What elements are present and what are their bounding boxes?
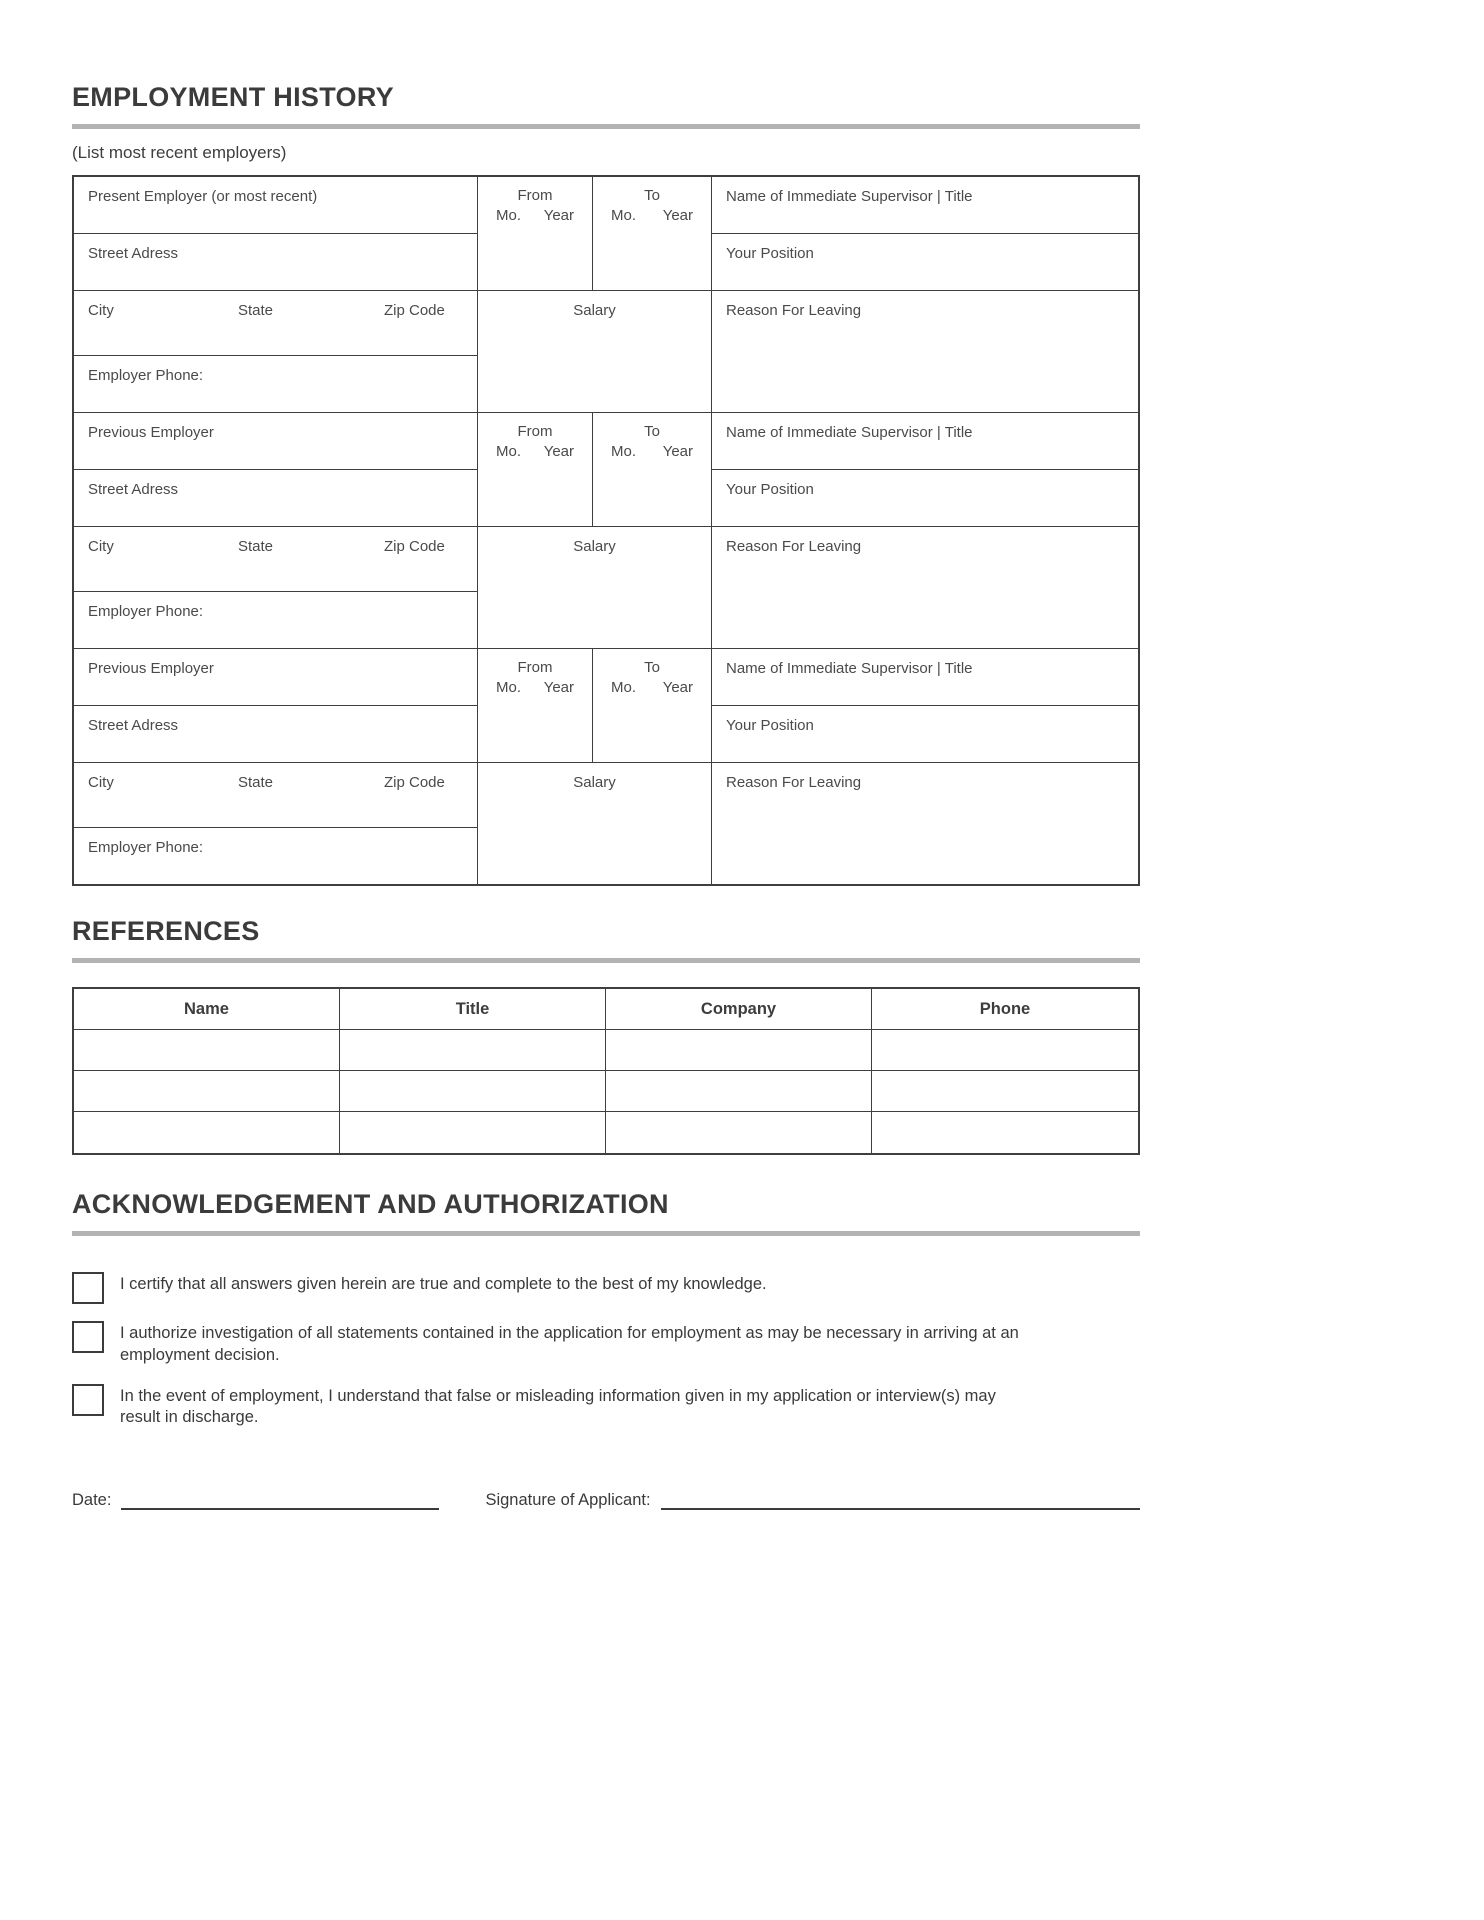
reason-for-leaving-label: Reason For Leaving <box>726 774 862 791</box>
acknowledgement-item-discharge <box>72 1384 1140 1430</box>
section-divider <box>72 1231 1140 1236</box>
supervisor-field[interactable] <box>712 413 1138 470</box>
authorize-checkbox[interactable] <box>72 1321 104 1353</box>
signature-row <box>72 1491 1140 1510</box>
employer-block-1 <box>74 177 1138 413</box>
year-label: Year <box>662 207 693 224</box>
your-position-label: Your Position <box>726 481 814 498</box>
state-label: State <box>238 302 274 319</box>
city-state-zip-field[interactable] <box>74 763 478 828</box>
reference-title-field[interactable] <box>340 1030 606 1071</box>
your-position-label: Your Position <box>726 245 814 262</box>
employment-history-subtitle: (List most recent employers) <box>72 143 287 162</box>
salary-label: Salary <box>573 538 616 555</box>
reference-title-field[interactable] <box>340 1071 606 1112</box>
state-label: State <box>238 538 274 555</box>
references-section <box>72 916 1140 1155</box>
acknowledgement-item-authorize <box>72 1321 1140 1367</box>
zip-code-label: Zip Code <box>384 774 445 791</box>
signature-line-field[interactable] <box>661 1494 1140 1511</box>
street-address-field[interactable] <box>74 234 478 291</box>
state-label: State <box>238 774 274 791</box>
your-position-field[interactable] <box>712 706 1138 763</box>
supervisor-label: Name of Immediate Supervisor | Title <box>726 424 973 441</box>
acknowledgement-list <box>72 1272 1140 1429</box>
street-address-label: Street Adress <box>88 481 179 498</box>
year-label: Year <box>662 679 693 696</box>
your-position-label: Your Position <box>726 717 814 734</box>
month-label: Mo. <box>611 679 637 696</box>
reference-phone-field[interactable] <box>872 1030 1138 1071</box>
salary-field[interactable] <box>478 763 712 884</box>
acknowledgement-item-certify <box>72 1272 1140 1304</box>
discharge-checkbox[interactable] <box>72 1384 104 1416</box>
reference-name-field[interactable] <box>74 1112 340 1153</box>
employer-name-label: Previous Employer <box>88 424 214 441</box>
to-date-field[interactable] <box>593 177 712 291</box>
employment-history-title: EMPLOYMENT HISTORY <box>72 82 394 112</box>
employer-phone-field[interactable] <box>74 828 478 884</box>
supervisor-label: Name of Immediate Supervisor | Title <box>726 188 973 205</box>
month-label: Mo. <box>496 443 522 460</box>
reason-for-leaving-label: Reason For Leaving <box>726 302 862 319</box>
employer-name-label: Previous Employer <box>88 660 214 677</box>
reference-name-field[interactable] <box>74 1071 340 1112</box>
references-table <box>72 987 1140 1155</box>
reference-company-field[interactable] <box>606 1030 872 1071</box>
city-state-zip-field[interactable] <box>74 291 478 356</box>
references-title: REFERENCES <box>72 916 260 946</box>
authorize-statement: I authorize investigation of all statements contained in the application for employment as may be necessary in arriving at an employment decision. <box>120 1324 1019 1364</box>
from-label: From <box>517 423 553 440</box>
section-divider <box>72 124 1140 129</box>
street-address-label: Street Adress <box>88 717 179 734</box>
from-label: From <box>517 659 553 676</box>
employment-history-section <box>72 82 1140 886</box>
column-header-phone: Phone <box>872 989 1138 1030</box>
year-label: Year <box>543 443 574 460</box>
reason-for-leaving-label: Reason For Leaving <box>726 538 862 555</box>
signature-label: Signature of Applicant: <box>485 1491 651 1510</box>
from-label: From <box>517 187 553 204</box>
street-address-field[interactable] <box>74 470 478 527</box>
year-label: Year <box>543 207 574 224</box>
acknowledgement-title: ACKNOWLEDGEMENT AND AUTHORIZATION <box>72 1189 669 1219</box>
reference-company-field[interactable] <box>606 1112 872 1153</box>
month-label: Mo. <box>611 207 637 224</box>
month-label: Mo. <box>611 443 637 460</box>
salary-field[interactable] <box>478 291 712 412</box>
your-position-field[interactable] <box>712 234 1138 291</box>
zip-code-label: Zip Code <box>384 538 445 555</box>
acknowledgement-section <box>72 1189 1140 1429</box>
date-label: Date: <box>72 1491 112 1510</box>
employer-phone-label: Employer Phone: <box>88 603 204 620</box>
employment-history-table <box>72 175 1140 886</box>
supervisor-label: Name of Immediate Supervisor | Title <box>726 660 973 677</box>
employer-phone-label: Employer Phone: <box>88 839 204 856</box>
year-label: Year <box>543 679 574 696</box>
employer-block-2 <box>74 413 1138 649</box>
city-state-zip-field[interactable] <box>74 527 478 592</box>
employer-name-label: Present Employer (or most recent) <box>88 188 318 205</box>
employer-phone-label: Employer Phone: <box>88 367 204 384</box>
employer-phone-field[interactable] <box>74 356 478 412</box>
discharge-statement: In the event of employment, I understand that false or misleading information given in my application or interview(s) may result in discharge. <box>120 1386 996 1427</box>
reference-phone-field[interactable] <box>872 1112 1138 1153</box>
form-content <box>72 0 1140 1510</box>
street-address-field[interactable] <box>74 706 478 763</box>
employer-name-field[interactable] <box>74 177 478 234</box>
employer-block-3 <box>74 649 1138 884</box>
your-position-field[interactable] <box>712 470 1138 527</box>
reference-phone-field[interactable] <box>872 1071 1138 1112</box>
from-date-field[interactable] <box>478 649 593 763</box>
city-label: City <box>88 302 114 319</box>
from-date-field[interactable] <box>478 413 593 527</box>
to-date-field[interactable] <box>593 413 712 527</box>
employer-phone-field[interactable] <box>74 592 478 648</box>
city-label: City <box>88 538 114 555</box>
supervisor-field[interactable] <box>712 649 1138 706</box>
month-label: Mo. <box>496 207 522 224</box>
to-label: To <box>644 659 660 676</box>
street-address-label: Street Adress <box>88 245 179 262</box>
certify-statement: I certify that all answers given herein are true and complete to the best of my knowledge. <box>120 1275 767 1293</box>
employer-name-field[interactable] <box>74 413 478 470</box>
salary-label: Salary <box>573 302 616 319</box>
to-label: To <box>644 187 660 204</box>
to-date-field[interactable] <box>593 649 712 763</box>
from-date-field[interactable] <box>478 177 593 291</box>
reference-title-field[interactable] <box>340 1112 606 1153</box>
reference-name-field[interactable] <box>74 1030 340 1071</box>
salary-label: Salary <box>573 774 616 791</box>
to-label: To <box>644 423 660 440</box>
salary-field[interactable] <box>478 527 712 648</box>
reference-company-field[interactable] <box>606 1071 872 1112</box>
year-label: Year <box>662 443 693 460</box>
column-header-name: Name <box>74 989 340 1030</box>
month-label: Mo. <box>496 679 522 696</box>
employer-name-field[interactable] <box>74 649 478 706</box>
column-header-title: Title <box>340 989 606 1030</box>
reason-for-leaving-field[interactable] <box>712 291 1138 412</box>
certify-checkbox[interactable] <box>72 1272 104 1304</box>
city-label: City <box>88 774 114 791</box>
reason-for-leaving-field[interactable] <box>712 763 1138 884</box>
date-line-field[interactable] <box>121 1494 439 1511</box>
reason-for-leaving-field[interactable] <box>712 527 1138 648</box>
column-header-company: Company <box>606 989 872 1030</box>
supervisor-field[interactable] <box>712 177 1138 234</box>
section-divider <box>72 958 1140 963</box>
zip-code-label: Zip Code <box>384 302 445 319</box>
